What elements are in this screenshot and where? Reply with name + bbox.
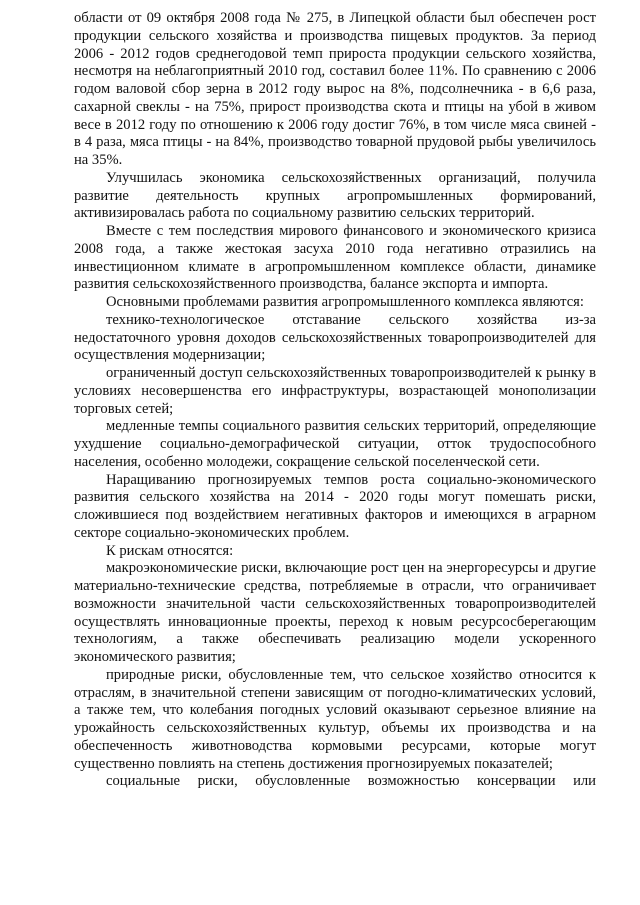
paragraph-risks-intro: Наращиванию прогнозируемых темпов роста социально-экономического развития сельского хозяйства на 2014 - 2020 годы могут помешать риски, сложившиеся под воздействием негативных факторов и имеющихся в аграрном секторе социально-экономических проблем. xyxy=(74,471,596,541)
paragraph-problem-social-development: медленные темпы социального развития сельских территорий, определяющие ухудшение социально-демографической ситуации, отток трудоспособного населения, особенно молодежи, сокращение сельской поселенческой сети. xyxy=(74,418,596,470)
paragraph-risk-social: социальные риски, обусловленные возможностью консервации или xyxy=(106,773,596,790)
paragraph-economy-improved: Улучшилась экономика сельскохозяйственных организаций, получила развитие деятельность крупных агропромышленных формирований, активизировалась работа по социальному развитию сельских территорий. xyxy=(74,169,596,222)
paragraph-problem-market-access: ограниченный доступ сельскохозяйственных товаропроизводителей к рынку в условиях несовершенства его инфраструктуры, возрастающей монополизации торговых сетей; xyxy=(74,365,596,417)
paragraph-crisis-drought: Вместе с тем последствия мирового финансового и экономического кризиса 2008 года, а также жестокая засуха 2010 года негативно отразились на инвестиционном климате в агропромышленном комплексе области, динамике развития сельскохозяйственного производства, балансе экспорта и импорта. xyxy=(74,223,596,293)
paragraph-risk-natural: природные риски, обусловленные тем, что сельское хозяйство относится к отраслям, в значительной степени зависящим от погодно-климатических условий, а также тем, что колебания погодных условий оказывают серьезное влияние на урожайность сельскохозяйственных культур, объемы их производства и на обеспеченность животноводства кормовыми ресурсами, которые могут существенно повлиять на степень достижения прогнозируемых показателей; xyxy=(74,666,596,772)
paragraph-risk-macroeconomic: макроэкономические риски, включающие рост цен на энергоресурсы и другие материально-технические средства, потребляемые в отрасли, что ограничивает возможности значительной части сельскохозяйственных товаропроизводителей осуществлять инновационные проекты, переход к новым ресурсосберегающим технологиям, а также обеспечивать реализацию модели ускоренного экономического развития; xyxy=(74,560,596,665)
paragraph-problem-technology: технико-технологическое отставание сельского хозяйства из-за недостаточного уровня доходов сельскохозяйственных товаропроизводителей для осуществления модернизации; xyxy=(74,311,596,364)
paragraph-risks-heading: К рискам относятся: xyxy=(106,542,234,559)
paragraph-main-problems-intro: Основными проблемами развития агропромышленного комплекса являются: xyxy=(106,294,584,310)
paragraph-growth-results: области от 09 октября 2008 года № 275, в Липецкой области был обеспечен рост продукции сельского хозяйства и производства пищевых продуктов. За период 2006 - 2012 годов среднегодовой темп прироста продукции сельского хозяйства, несмотря на неблагоприятный 2010 год, составил более 11%. По сравнению с 2006 годом валовой сбор зерна в 2012 году вырос на 8%, подсолнечника - в 6,6 раза, сахарной свеклы - на 75%, прирост производства скота и птицы на убой в живом весе в 2012 году по отношению к 2006 году достиг 76%, в том числе мяса свиней - в 4 раза, мяса птицы - на 84%, производство товарной прудовой рыбы увеличилось на 35%. xyxy=(74,10,596,168)
document-page xyxy=(74,10,596,791)
